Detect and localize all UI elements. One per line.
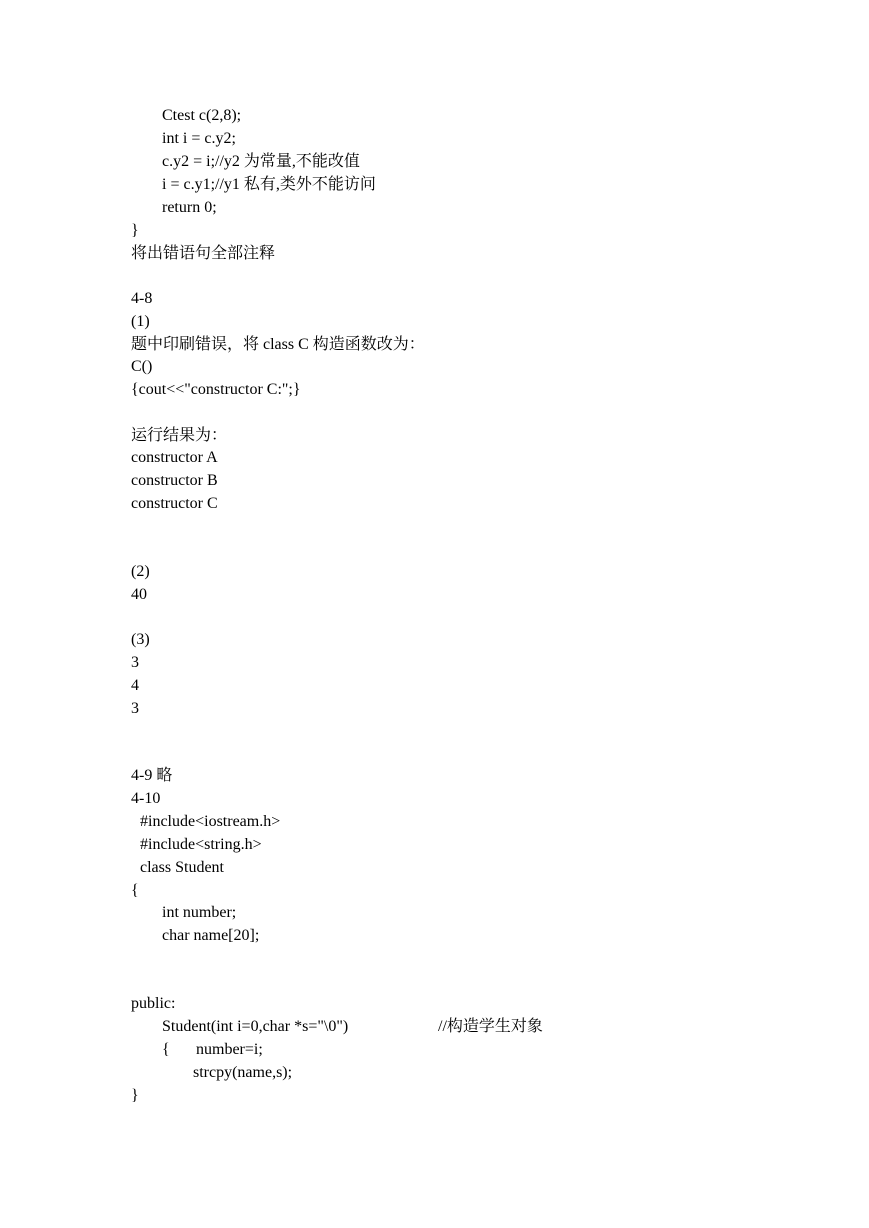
code-line: return 0; — [162, 199, 217, 216]
text-line: 将出错语句全部注释 — [131, 245, 276, 262]
text-line: 题中印刷错误，将 class C 构造函数改为： — [131, 336, 425, 353]
code-line: { — [131, 882, 139, 899]
section-heading: 4-9 略 — [131, 767, 173, 784]
subsection-label: (1) — [131, 313, 150, 330]
code-line: #include<iostream.h> — [140, 813, 281, 830]
code-line: class Student — [140, 859, 224, 876]
code-line: public: — [131, 995, 176, 1012]
code-line: char name[20]; — [162, 927, 260, 944]
subsection-label: (3) — [131, 631, 150, 648]
output-line: 4 — [131, 677, 139, 694]
code-line: int i = c.y2; — [162, 130, 236, 147]
section-heading: 4-8 — [131, 290, 153, 307]
output-line: 40 — [131, 586, 147, 603]
code-line: Student(int i=0,char *s="\0") — [162, 1018, 349, 1035]
code-line: number=i; — [196, 1041, 263, 1058]
code-line: } — [131, 1087, 139, 1104]
subsection-label: (2) — [131, 563, 150, 580]
code-line: { — [162, 1041, 170, 1058]
code-line: } — [131, 222, 139, 239]
code-comment: //构造学生对象 — [438, 1018, 543, 1035]
code-line: c.y2 = i;//y2 为常量,不能改值 — [162, 153, 360, 170]
code-line: {cout<<"constructor C:";} — [131, 381, 301, 398]
code-line: #include<string.h> — [140, 836, 262, 853]
output-line: 3 — [131, 700, 139, 717]
code-line: int number; — [162, 904, 237, 921]
output-line: constructor C — [131, 495, 218, 512]
section-heading: 4-10 — [131, 790, 161, 807]
code-line: Ctest c(2,8); — [162, 107, 242, 124]
text-line: 运行结果为： — [131, 427, 228, 444]
output-line: constructor B — [131, 472, 218, 489]
code-line: C() — [131, 358, 153, 375]
code-line: strcpy(name,s); — [193, 1064, 293, 1081]
output-line: constructor A — [131, 449, 218, 466]
code-line: i = c.y1;//y1 私有,类外不能访问 — [162, 176, 376, 193]
output-line: 3 — [131, 654, 139, 671]
